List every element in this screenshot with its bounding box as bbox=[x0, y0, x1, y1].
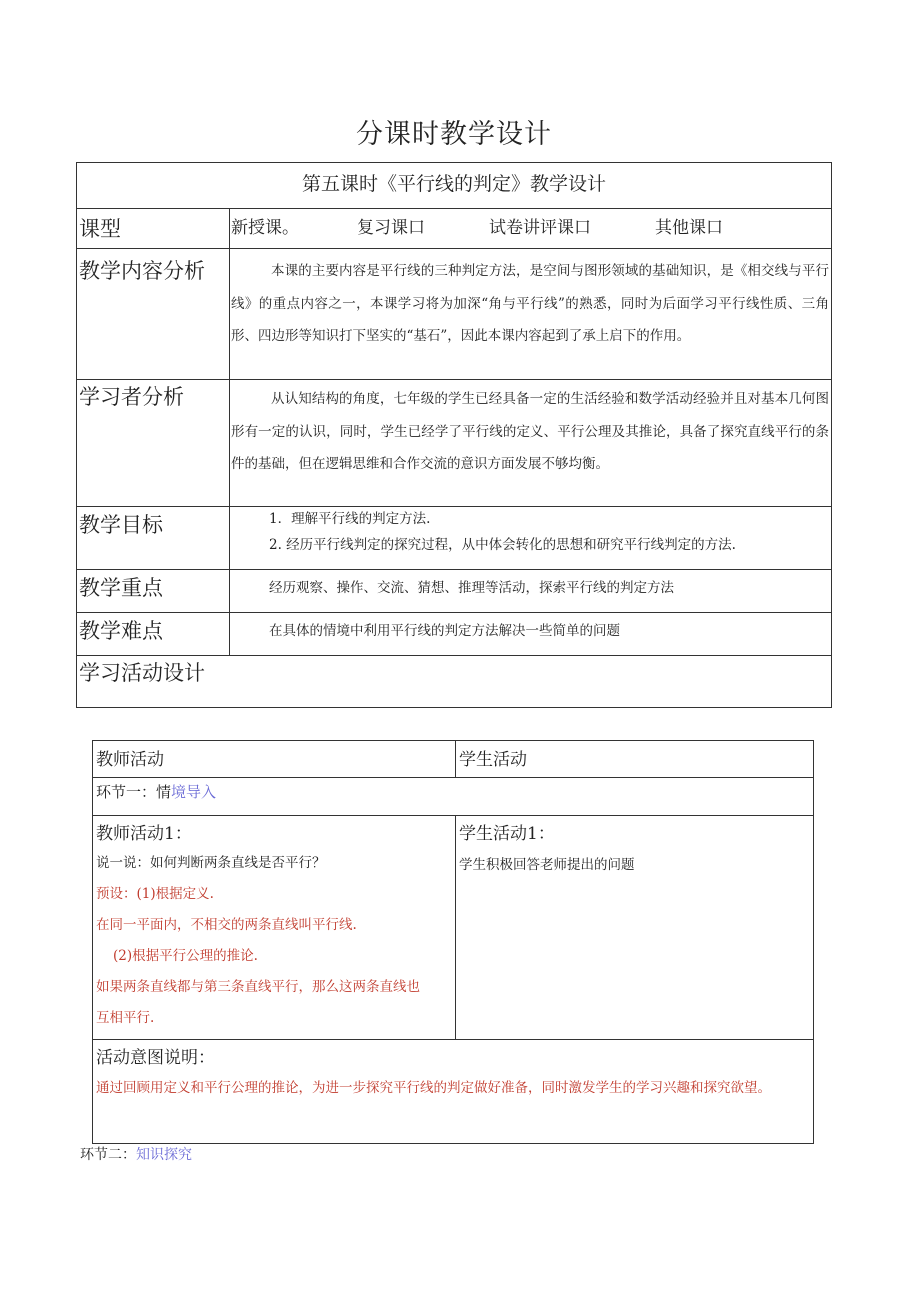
intent-title: 活动意图说明： bbox=[96, 1048, 215, 1068]
section-one-suffix: 境导入 bbox=[171, 783, 217, 801]
section-one-prefix: 环节一：情 bbox=[96, 783, 172, 801]
difficulties-text: 在具体的情境中利用平行线的判定方法解决一些简单的问题 bbox=[269, 623, 620, 639]
row-divider bbox=[77, 379, 831, 380]
row-divider bbox=[93, 1039, 813, 1040]
row-divider bbox=[77, 248, 831, 249]
intent-text: 通过回顾用定义和平行公理的推论，为进一步探究平行线的判定做好准备，同时激发学生的学习兴趣和探究欲望。 bbox=[96, 1080, 771, 1096]
teacher-axiom: (2)根据平行公理的推论. bbox=[113, 948, 258, 964]
teacher-definition: 在同一平面内，不相交的两条直线叫平行线. bbox=[96, 917, 357, 933]
course-type-label: 课型 bbox=[79, 217, 121, 241]
row-divider bbox=[77, 655, 831, 656]
teacher-activity-title: 教师活动1： bbox=[96, 824, 192, 844]
course-type-new: 新授课。 bbox=[231, 218, 299, 238]
row-divider bbox=[93, 777, 813, 778]
objectives-label: 教学目标 bbox=[79, 513, 163, 537]
objective-item: 2. 经历平行线判定的探究过程，从中体会转化的思想和研究平行线判定的方法. bbox=[269, 537, 736, 553]
lesson-title: 第五课时《平行线的判定》教学设计 bbox=[301, 173, 606, 195]
row-divider bbox=[77, 612, 831, 613]
row-divider bbox=[77, 506, 831, 507]
column-divider bbox=[455, 815, 456, 1039]
activity-design-label: 学习活动设计 bbox=[79, 661, 205, 685]
content-analysis-label: 教学内容分析 bbox=[79, 259, 205, 283]
section-one-title bbox=[96, 781, 216, 802]
content-analysis-text: 本课的主要内容是平行线的三种判定方法，是空间与图形领域的基础知识，是《相交线与平行线》的重点内容之一，本课学习将为加深“角与平行线”的熟悉，同时为后面学习平行线性质、三角形、四边形等知识打下坚实的“基石”，因此本课内容起到了承上启下的作用。 bbox=[231, 263, 829, 344]
section-two-suffix: 知识探究 bbox=[136, 1147, 192, 1163]
student-activity-text: 学生积极回答老师提出的问题 bbox=[459, 857, 635, 873]
row-divider bbox=[77, 569, 831, 570]
activity-table bbox=[92, 740, 814, 1144]
student-header: 学生活动 bbox=[459, 750, 527, 770]
learner-analysis-label: 学习者分析 bbox=[79, 385, 184, 409]
document-title: 分课时教学设计 bbox=[356, 119, 552, 150]
row-divider bbox=[93, 815, 813, 816]
teacher-preset: 预设：(1)根据定义. bbox=[96, 886, 214, 902]
teacher-header: 教师活动 bbox=[96, 750, 164, 770]
column-divider bbox=[455, 741, 456, 777]
teacher-question: 说一说：如何判断两条直线是否平行？ bbox=[96, 855, 326, 871]
course-type-exam-review: 试卷讲评课口 bbox=[489, 218, 591, 238]
student-activity-title: 学生活动1： bbox=[459, 824, 555, 844]
teacher-axiom-text: 互相平行. bbox=[96, 1010, 155, 1026]
course-type-other: 其他课口 bbox=[655, 218, 723, 238]
key-points-text: 经历观察、操作、交流、猜想、推理等活动，探索平行线的判定方法 bbox=[269, 580, 674, 596]
course-type-review: 复习课口 bbox=[357, 218, 425, 238]
row-divider bbox=[77, 208, 831, 209]
section-two-prefix: 环节二： bbox=[80, 1147, 136, 1163]
objective-item: 1．理解平行线的判定方法. bbox=[269, 511, 431, 527]
teacher-axiom-text: 如果两条直线都与第三条直线平行，那么这两条直线也 bbox=[96, 979, 420, 995]
learner-analysis-text: 从认知结构的角度，七年级的学生已经具备一定的生活经验和数学活动经验并且对基本几何图形有一定的认识，同时，学生已经学了平行线的定义、平行公理及其推论，具备了探究直线平行的条件的基础，但在逻辑思维和合作交流的意识方面发展不够均衡。 bbox=[231, 391, 829, 472]
lesson-design-table bbox=[76, 162, 832, 708]
column-divider bbox=[229, 208, 230, 655]
section-two-title bbox=[80, 1144, 192, 1164]
difficulties-label: 教学难点 bbox=[79, 619, 163, 643]
key-points-label: 教学重点 bbox=[79, 576, 163, 600]
